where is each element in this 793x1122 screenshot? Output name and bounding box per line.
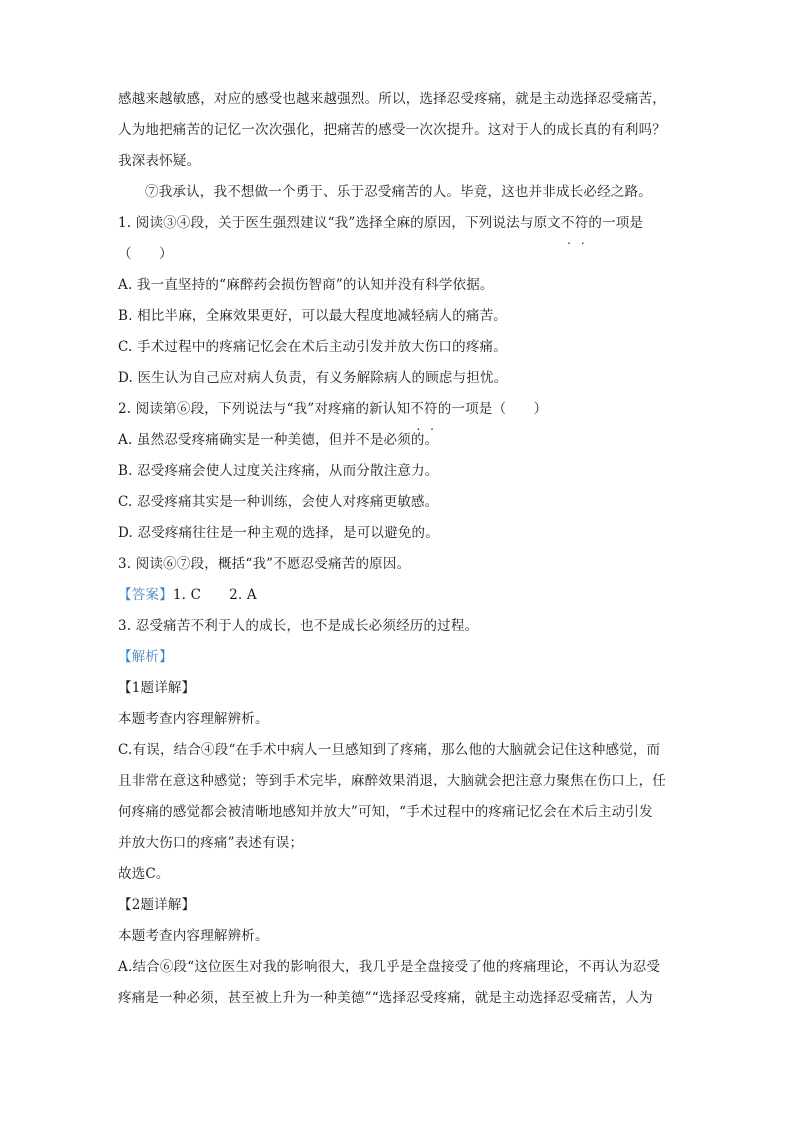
q1-option-b: B. 相比半麻，全麻效果更好，可以最大程度地减轻病人的痛苦。 [118,308,508,324]
paragraph-7: ⑦我承认，我不想做一个勇于、乐于忍受痛苦的人。毕竟，这也并非成长必经之路。 [145,184,652,200]
answer-3: 3. 忍受痛苦不利于人的成长，也不是成长必须经历的过程。 [118,618,479,634]
question-1-blank: （ ） [118,246,173,262]
detail-1-conclusion: 故选C。 [118,866,170,882]
question-3-stem: 3. 阅读⑥⑦段，概括“我”不愿忍受痛苦的原因。 [118,556,411,572]
q2-option-c: C. 忍受疼痛其实是一种训练，会使人对疼痛更敏感。 [118,494,439,510]
document-page [118,84,680,1014]
q2-option-a: A. 虽然忍受疼痛确实是一种美德，但并不是必须的。 [118,432,439,448]
emphasis-char: 符 [574,215,589,231]
q2-option-b: B. 忍受疼痛会使人过度关注疼痛，从而分散注意力。 [118,463,439,479]
question-2-stem: 2. 阅读第⑥段，下列说法与“我”对疼痛的新认知不符的一项是（ ） [118,401,548,417]
analysis-tag: 【解析】 [118,649,173,665]
detail-1-line: 何疼痛的感觉都会被清晰地感知并放大”可知，“手术过程中的疼痛记忆会在术后主动引发 [118,804,653,820]
passage-line: 人为地把痛苦的记忆一次次强化，把痛苦的感受一次次提升。这对于人的成长真的有利吗？ [118,122,666,138]
answer-tag: 【答案】 [118,587,173,603]
q1-option-a: A. 我一直坚持的“麻醉药会损伤智商”的认知并没有科学依据。 [118,277,494,293]
detail-2-intro: 本题考查内容理解辨析。 [118,928,269,944]
q2-option-d: D. 忍受疼痛往往是一种主观的选择，是可以避免的。 [118,525,439,541]
detail-1-intro: 本题考查内容理解辨析。 [118,711,269,727]
detail-1-line: 并放大伤口的疼痛”表述有误； [118,835,304,851]
detail-2-line: 疼痛是一种必须，甚至被上升为一种美德”“选择忍受疼痛，就是主动选择忍受痛苦，人为 [118,990,653,1006]
detail-1-line: C.有误，结合④段“在手术中病人一旦感知到了疼痛，那么他的大脑就会记住这种感觉，而 [118,742,661,758]
q1-option-d: D. 医生认为自己应对病人负责，有义务解除病人的顾虑与担忧。 [118,370,508,386]
emphasis-char: 不 [560,215,575,231]
question-1-stem: 1. 阅读③④段，关于医生强烈建议“我”选择全麻的原因，下列说法与原文不符的一项是 [118,215,644,231]
detail-2-heading: 【2题详解】 [118,897,196,913]
passage-line: 感越来越敏感，对应的感受也越来越强烈。所以，选择忍受疼痛，就是主动选择忍受痛苦， [118,91,666,107]
emphasis-char: 符 [423,401,438,417]
detail-1-heading: 【1题详解】 [118,680,196,696]
answer-line: 【答案】1. C 2. A [118,587,257,603]
passage-line: 我深表怀疑。 [118,153,201,169]
detail-2-line: A.结合⑥段“这位医生对我的影响很大，我几乎是全盘接受了他的疼痛理论，不再认为忍受 [118,959,661,975]
detail-1-line: 且非常在意这种感觉；等到手术完毕，麻醉效果消退，大脑就会把注意力聚焦在伤口上，任 [118,773,666,789]
emphasis-char: 不 [410,401,424,417]
q1-option-c: C. 手术过程中的疼痛记忆会在术后主动引发并放大伤口的疼痛。 [118,339,507,355]
